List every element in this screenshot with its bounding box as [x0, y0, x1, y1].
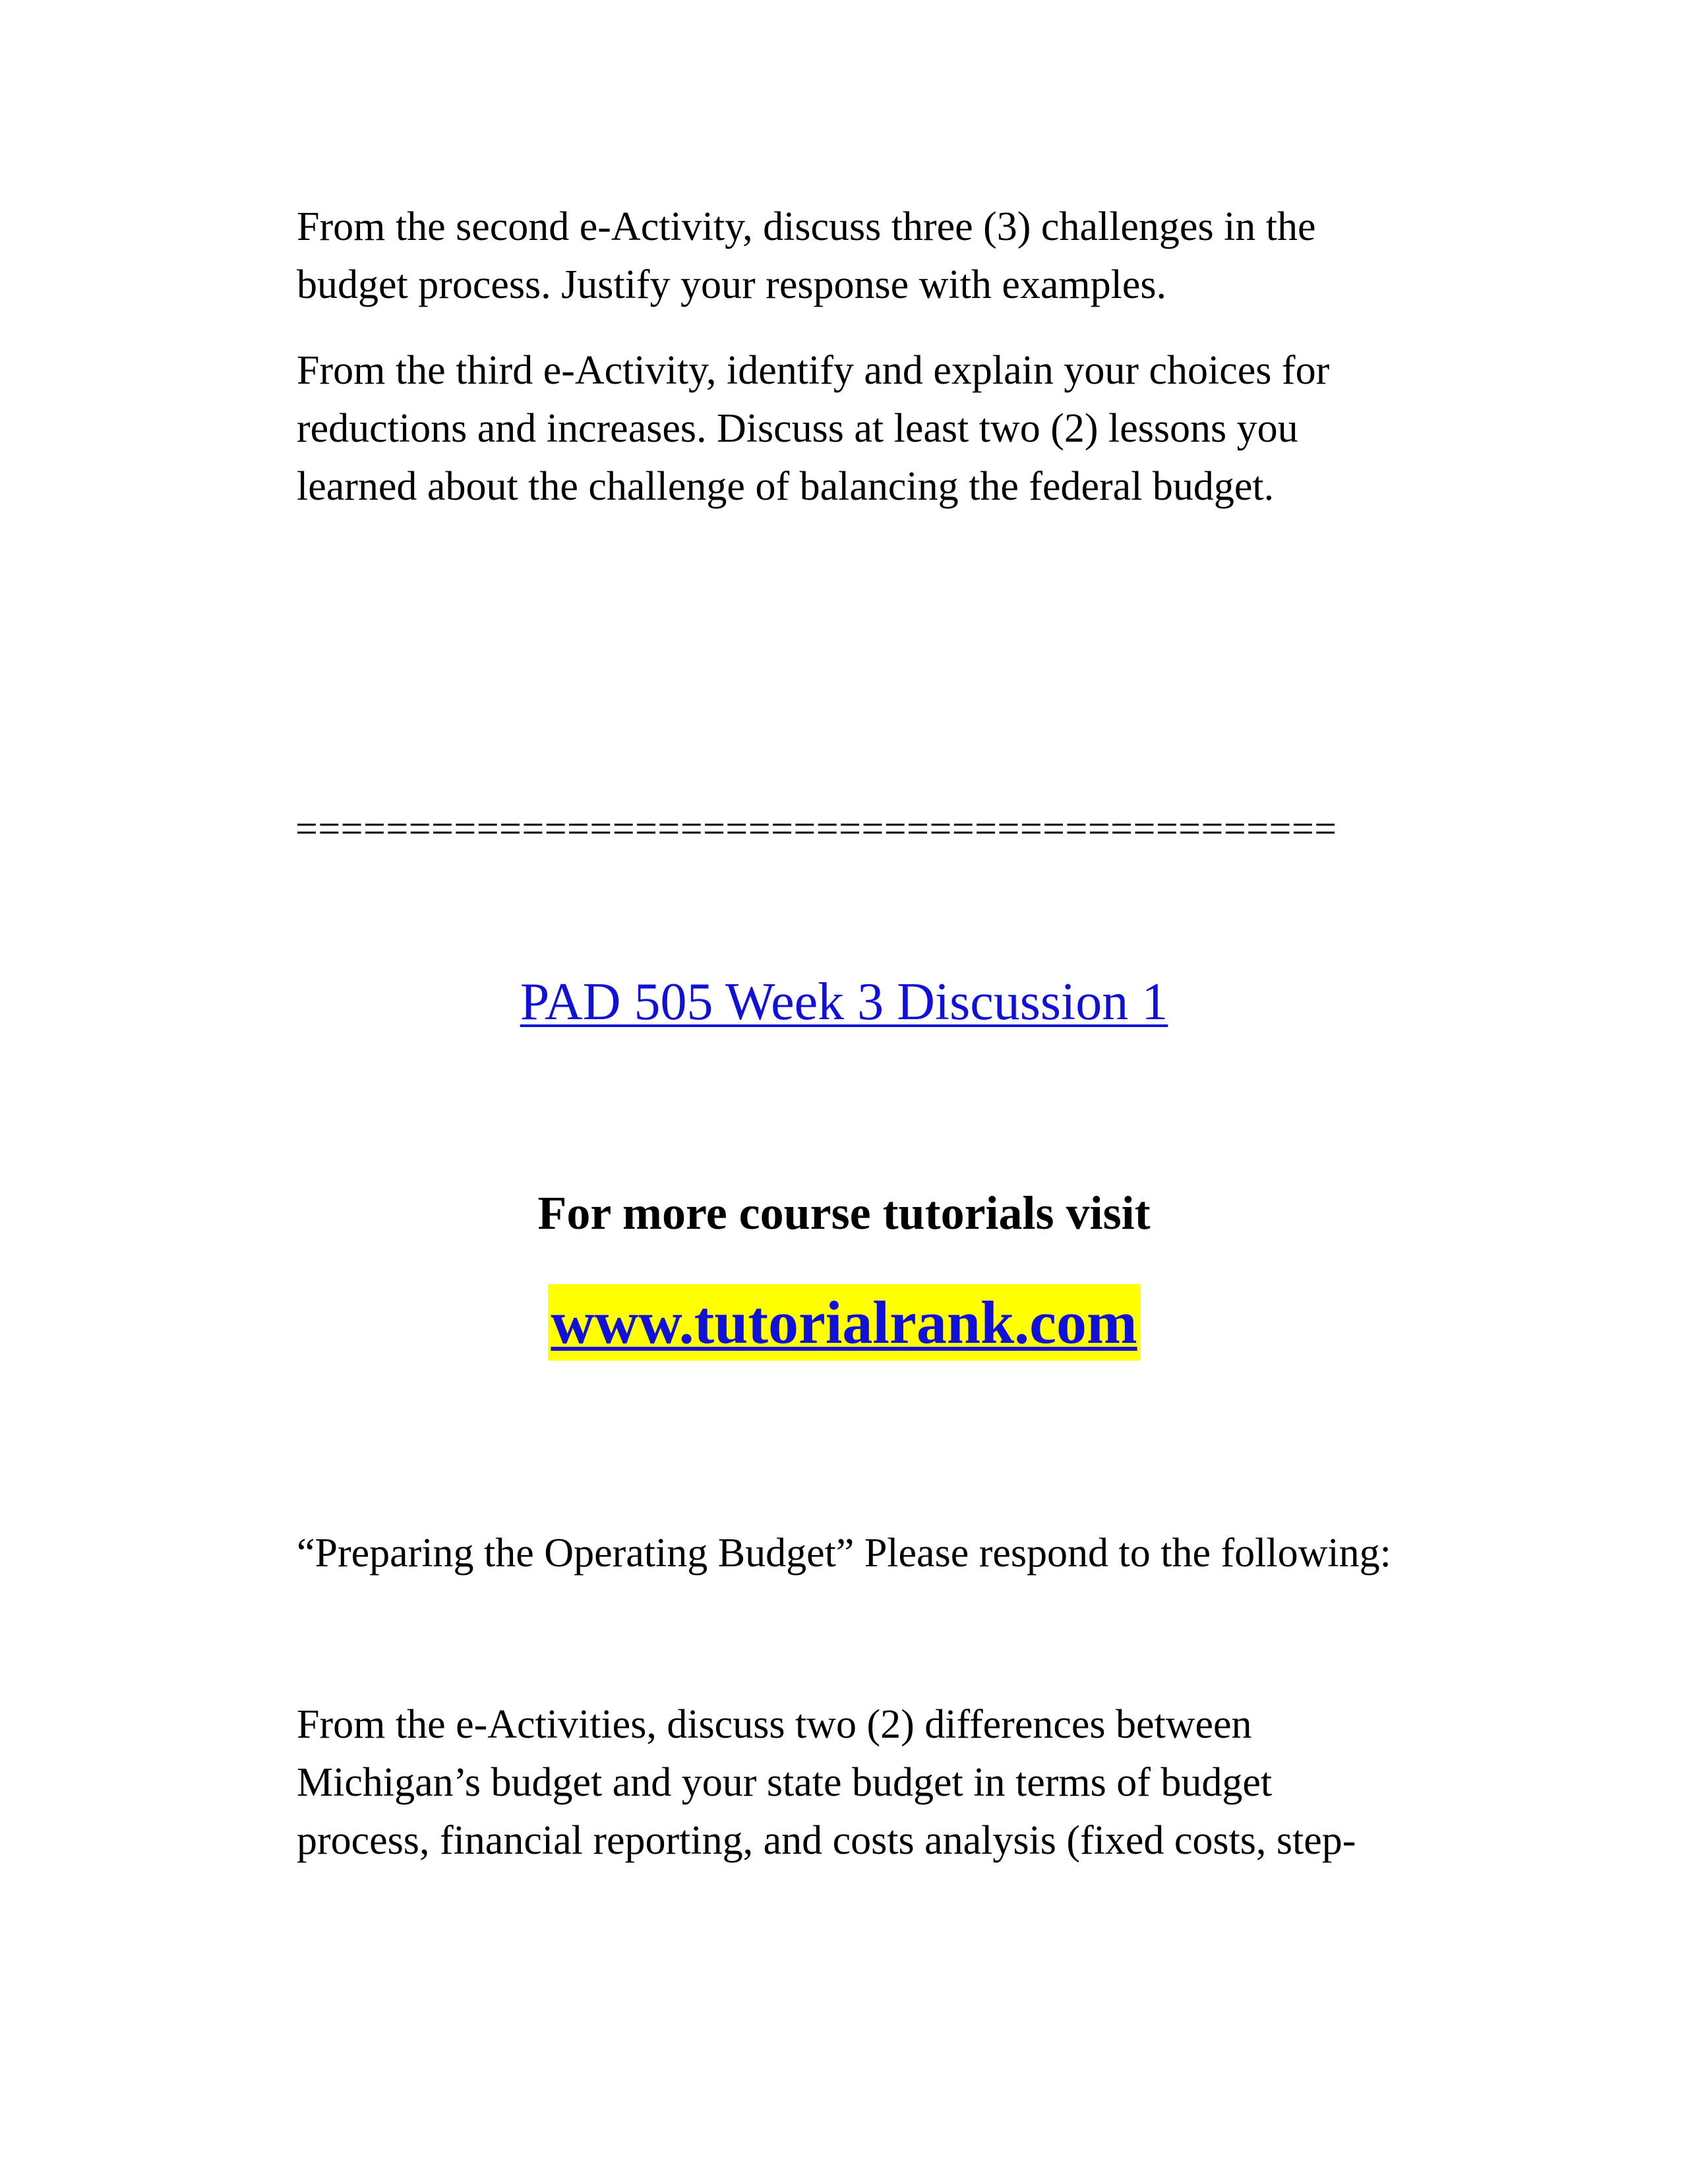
paragraph-line: process, financial reporting, and costs analysis (fixed costs, step-: [297, 1818, 1356, 1863]
separator-line: ==============================================: [295, 807, 1337, 850]
paragraph-line: Michigan’s budget and your state budget in terms of budget: [297, 1760, 1273, 1805]
url-container: [0, 1284, 1688, 1363]
section-title-link[interactable]: PAD 505 Week 3 Discussion 1: [520, 973, 1168, 1031]
paragraph-line: learned about the challenge of balancing the federal budget.: [297, 464, 1275, 509]
paragraph-line: budget process. Justify your response with examples.: [297, 262, 1166, 307]
paragraph-challenges: [297, 198, 1550, 314]
paragraph-line: reductions and increases. Discuss at least two (2) lessons you: [297, 406, 1298, 451]
paragraph-reductions: [297, 341, 1550, 516]
prompt-heading: [297, 1524, 1550, 1582]
paragraph-differences: [297, 1696, 1550, 1870]
visit-text: For more course tutorials visit: [537, 1187, 1151, 1239]
paragraph-line: From the e-Activities, discuss two (2) differences between: [297, 1702, 1252, 1747]
paragraph-line: From the second e-Activity, discuss three (3) challenges in the: [297, 204, 1316, 249]
paragraph-line: From the third e-Activity, identify and explain your choices for: [297, 348, 1330, 393]
prompt-heading-text: “Preparing the Operating Budget” Please respond to the following:: [297, 1531, 1391, 1576]
tutorial-url-link[interactable]: www.tutorialrank.com: [548, 1284, 1139, 1361]
